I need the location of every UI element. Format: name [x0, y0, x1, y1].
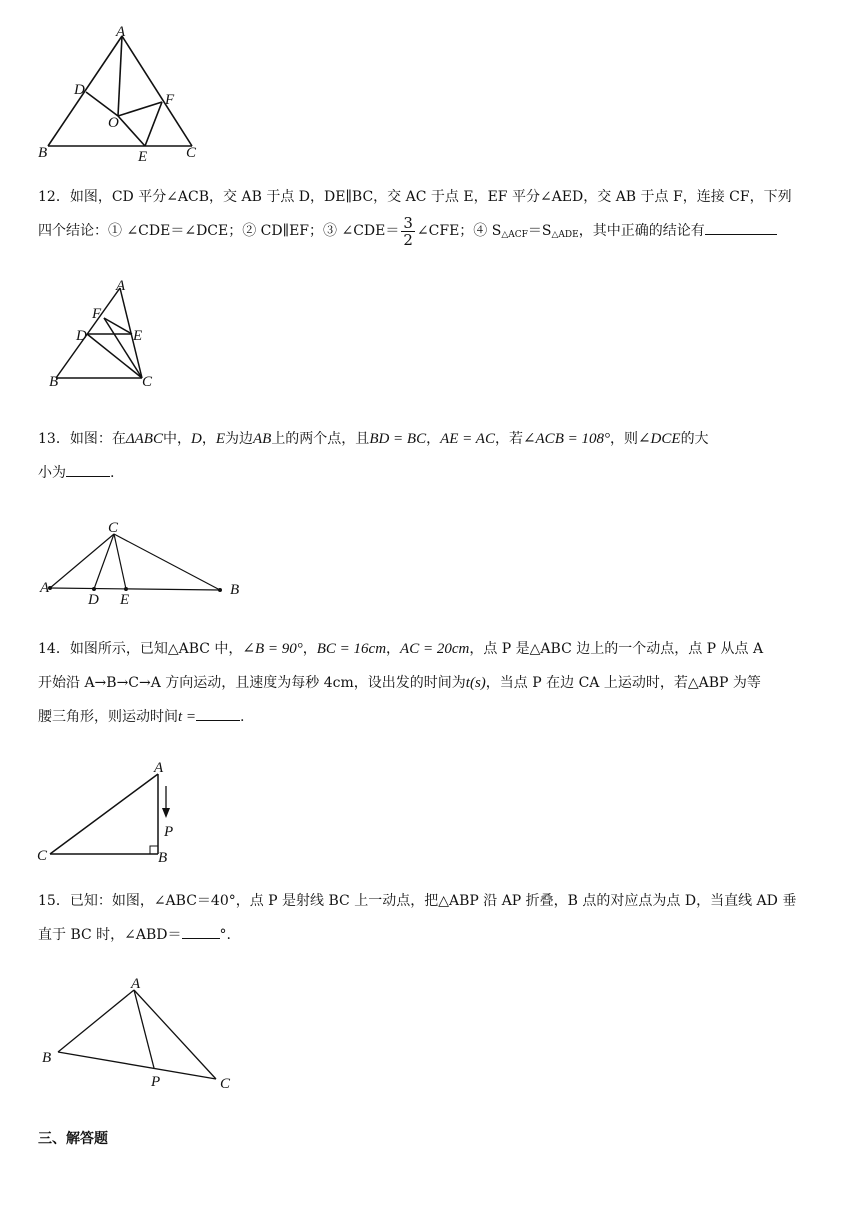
label-B: B [38, 145, 48, 161]
question-14-line3: 腰三角形，则运动时间t = . [38, 700, 828, 734]
label-A: A [116, 278, 126, 294]
triangle-diagram-q12 [46, 278, 166, 393]
triangle-diagram-q13 [38, 518, 248, 608]
label-F: F [165, 92, 175, 108]
answer-blank[interactable] [196, 702, 240, 721]
question-15 [38, 884, 828, 952]
label-A: A [40, 580, 50, 596]
label-B: B [49, 374, 59, 390]
figure-q13 [38, 518, 248, 608]
label-D: D [74, 82, 85, 98]
label-O: O [108, 115, 119, 131]
label-C: C [142, 374, 153, 390]
question-12 [38, 180, 828, 252]
label-E: E [120, 592, 130, 608]
answer-blank[interactable] [66, 458, 110, 477]
question-14 [38, 632, 828, 734]
question-15-line1: 15．已知：如图，∠ABC＝40°，点 P 是射线 BC 上一动点，把△ABP 沿 AP 折叠，B 点的对应点为点 D，当直线 AD 垂 [38, 893, 797, 909]
figure-q14 [34, 758, 184, 868]
question-12-line2: 四个结论：① ∠CDE＝∠DCE；② CD∥EF；③ ∠CDE＝ $\frac{3}{2}$ ∠CFE；④ $S_{\triangle ACF}=S_{\triangle ADE}$，其中正确的结论有 [38, 214, 828, 252]
figure-q15 [36, 976, 246, 1096]
label-C: C [108, 520, 119, 536]
label-P: P [151, 1074, 161, 1090]
label-E: E [133, 328, 143, 344]
label-E: E [138, 149, 148, 165]
label-C: C [37, 848, 48, 864]
triangle-diagram-q15 [36, 976, 246, 1096]
question-13-line1: 13．如图：在ΔABC中，D，E为边AB上的两个点，且BD = BC，AE = AC，若∠ACB = 108°，则∠DCE的大 [38, 431, 709, 447]
question-14-line1: 14．如图所示，已知△ABC 中，∠B = 90°，BC = 16cm，AC = 20cm，点 P 是△ABC 边上的一个动点，点 P 从点 A [38, 641, 764, 657]
label-P: P [164, 824, 174, 840]
figure-q11 [30, 24, 210, 169]
label-C: C [186, 145, 197, 161]
figure-q12 [46, 278, 166, 393]
label-D: D [76, 328, 87, 344]
label-A: A [131, 976, 141, 992]
label-B: B [230, 582, 240, 598]
answer-blank[interactable] [182, 920, 220, 939]
question-12-line1: 12．如图，CD 平分∠ACB，交 AB 于点 D，DE∥BC，交 AC 于点 E，EF 平分∠AED，交 AB 于点 F，连接 CF，下列 [38, 189, 792, 205]
triangle-diagram-q11 [30, 24, 210, 169]
question-13 [38, 422, 828, 490]
label-B: B [42, 1050, 52, 1066]
answer-blank[interactable] [705, 216, 777, 235]
label-A: A [116, 24, 126, 40]
question-15-line2: 直于 BC 时，∠ABD＝ °. [38, 918, 828, 952]
label-F: F [92, 306, 102, 322]
label-A: A [154, 760, 164, 776]
fraction-3-2: $\frac{3}{2}$ [403, 213, 413, 249]
triangle-diagram-q14 [34, 758, 184, 868]
label-B: B [158, 850, 168, 866]
label-D: D [88, 592, 99, 608]
question-13-line2: 小为 . [38, 456, 828, 490]
question-14-line2: 开始沿 A→B→C→A 方向运动，且速度为每秒 4cm，设出发的时间为t(s)，当点 P 在边 CA 上运动时，若△ABP 为等 [38, 675, 761, 691]
label-C: C [220, 1076, 231, 1092]
section-heading: 三、解答题 [38, 1131, 108, 1147]
